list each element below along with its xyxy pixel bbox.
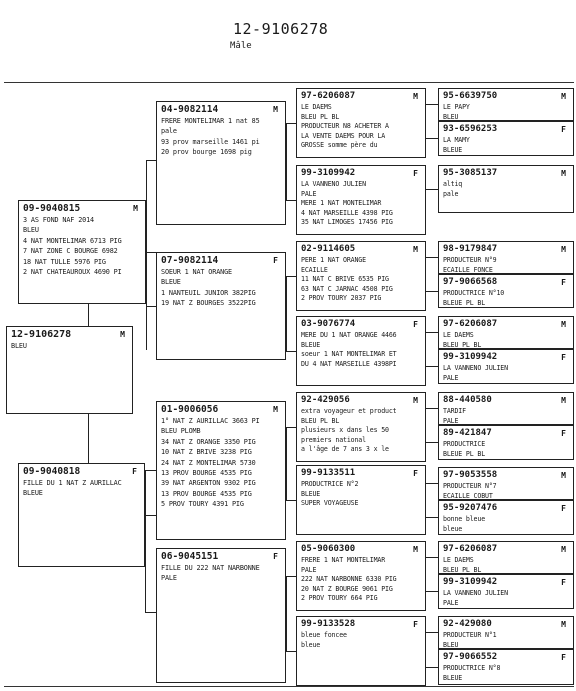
ring-number: 02-9114605 xyxy=(301,244,356,254)
connector-line xyxy=(145,470,146,612)
ancestor-box-g6[interactable] xyxy=(438,274,574,308)
description-line: a l'âge de 7 ans 3 x le xyxy=(301,445,389,454)
top-rule xyxy=(4,82,574,83)
description-line: LA MAMY xyxy=(443,136,470,144)
ancestor-box-sdd[interactable] xyxy=(296,316,426,386)
connector-line xyxy=(426,257,438,258)
connector-line xyxy=(286,576,287,651)
ancestor-box-g9[interactable] xyxy=(438,392,574,425)
box-header xyxy=(443,319,570,331)
ancestor-box-g10[interactable] xyxy=(438,425,574,460)
description-line: BLEU xyxy=(23,226,39,235)
description-line: LA VANNENO JULIEN xyxy=(443,364,508,372)
connector-line xyxy=(286,200,296,201)
description-line: pale xyxy=(161,127,177,136)
ring-number: 06-9045151 xyxy=(161,551,219,562)
sex-marker: F xyxy=(273,256,278,265)
box-header xyxy=(23,203,142,215)
ring-number: 99-3109942 xyxy=(443,352,498,362)
ancestor-box-g3[interactable] xyxy=(438,165,574,213)
ring-number: 98-9179847 xyxy=(443,244,498,254)
description-line: 13 PROV BOURGE 4535 PIG xyxy=(161,469,252,478)
description-line: BLEUE xyxy=(443,673,463,682)
description-line: 1 NANTEUIL JUNIOR 382PIG xyxy=(161,288,256,297)
connector-line xyxy=(88,414,89,463)
connector-line xyxy=(145,612,156,613)
sex-marker: F xyxy=(561,278,566,287)
description-line: PRODUCTRICE N°2 xyxy=(301,480,359,488)
ancestor-box-g15[interactable] xyxy=(438,616,574,649)
box-header xyxy=(301,619,422,631)
description-line: 20 prov bourge 1698 pig xyxy=(161,148,252,157)
ring-number: 93-6596253 xyxy=(443,124,498,134)
description-line: PALE xyxy=(161,574,177,583)
box-header xyxy=(443,503,570,515)
description-line: BLEU PL BL xyxy=(301,416,340,425)
description-line: PRODUCTEUR N°9 xyxy=(443,256,497,264)
description-line: PRODUCTRICE xyxy=(443,440,486,448)
ring-number: 01-9006056 xyxy=(161,404,219,415)
description-line: GROSSE somme père du xyxy=(301,141,378,150)
box-header xyxy=(443,277,570,289)
sex-marker: M xyxy=(273,405,278,414)
bottom-rule xyxy=(4,686,574,687)
ancestor-box-g1[interactable] xyxy=(438,88,574,121)
box-header xyxy=(301,468,422,480)
connector-line xyxy=(426,442,438,443)
maternal-granddam-box[interactable] xyxy=(156,548,286,683)
sire-box[interactable] xyxy=(18,200,146,304)
description-line: PALE xyxy=(301,565,317,574)
description-line: 4 NAT MARSEILLE 4398 PIG xyxy=(301,208,393,217)
ring-number: 97-9066568 xyxy=(443,277,498,287)
description-line: FILLE DU 1 NAT Z AURILLAC xyxy=(23,479,122,487)
sex-marker: F xyxy=(561,125,566,134)
sex-marker: F xyxy=(561,353,566,362)
ancestor-box-g7[interactable] xyxy=(438,316,574,349)
ring-number: 99-3109942 xyxy=(301,168,356,178)
description-line: FRERE 1 NAT MONTELIMAR xyxy=(301,556,386,564)
description-line: 1° NAT Z AURILLAC 3663 PI xyxy=(161,417,260,425)
description-line: 34 NAT Z ORANGE 3350 PIG xyxy=(161,437,256,446)
connector-line xyxy=(426,104,438,105)
description-line: 11 NAT C BRIVE 6535 PIG xyxy=(301,275,389,284)
connector-line xyxy=(426,517,438,518)
ring-number: 97-6206087 xyxy=(301,91,356,101)
connector-line xyxy=(88,304,89,326)
box-header xyxy=(443,544,570,556)
box-header xyxy=(443,244,570,256)
description-line: PALE xyxy=(443,373,459,382)
box-header xyxy=(443,577,570,589)
ancestor-box-g5[interactable] xyxy=(438,241,574,274)
sex-marker: M xyxy=(413,545,418,554)
sex-marker: M xyxy=(561,545,566,554)
description-line: BLEU PLOMB xyxy=(161,427,201,436)
sex-marker: M xyxy=(561,471,566,480)
description-line: bonne bleue xyxy=(443,515,486,523)
description-line: PALE xyxy=(443,416,459,425)
ancestor-box-dss[interactable] xyxy=(296,392,426,462)
description-line: plusieurs x dans les 50 xyxy=(301,426,389,435)
ancestor-box-g8[interactable] xyxy=(438,349,574,384)
ring-number: 95-9207476 xyxy=(443,503,498,513)
ring-number: 03-9076774 xyxy=(301,319,356,329)
paternal-grandsire-box[interactable] xyxy=(156,101,286,225)
description-line: 3 AS FOND NAF 2014 xyxy=(23,216,94,224)
description-line: pale xyxy=(443,189,459,198)
description-line: 2 PROV TOURY 664 PIG xyxy=(301,594,378,603)
connector-line xyxy=(286,123,287,200)
box-header xyxy=(301,244,422,256)
connector-line xyxy=(426,332,438,333)
connector-line xyxy=(426,632,438,633)
ring-number: 92-429080 xyxy=(443,619,492,629)
sex-marker: M xyxy=(561,620,566,629)
description-line: BLEU xyxy=(443,112,459,121)
connector-line xyxy=(286,276,296,277)
connector-line xyxy=(286,123,296,124)
connector-line xyxy=(426,366,438,367)
connector-line xyxy=(426,483,438,484)
connector-line xyxy=(145,515,156,516)
description-line: BLEUE PL BL xyxy=(443,449,486,458)
connector-line xyxy=(286,576,296,577)
description-line: extra voyageur et product xyxy=(301,407,397,415)
box-header xyxy=(443,619,570,631)
description-line: soeur 1 NAT MONTELIMAR ET xyxy=(301,350,397,359)
description-line: BLEUE xyxy=(301,489,321,498)
ring-number: 95-3085137 xyxy=(443,168,498,178)
ancestor-box-g2[interactable] xyxy=(438,121,574,156)
ring-number: 04-9082114 xyxy=(161,104,219,115)
connector-line xyxy=(426,667,438,668)
box-header xyxy=(161,104,282,116)
sex-marker: M xyxy=(561,92,566,101)
description-line: 93 prov marseille 1461 pi xyxy=(161,137,260,146)
maternal-grandsire-box[interactable] xyxy=(156,401,286,540)
description-line: DU 4 NAT MARSEILLE 4398PI xyxy=(301,359,397,368)
description-line: altiq xyxy=(443,180,463,188)
description-line: 19 NAT Z BOURGES 3522PIG xyxy=(161,299,256,308)
description-line: 5 PROV TOURY 4391 PIG xyxy=(161,500,244,509)
sex-marker: F xyxy=(132,467,137,476)
sex-marker: F xyxy=(561,653,566,662)
description-line: LA VANNENO JULIEN xyxy=(443,589,508,597)
ring-number: 89-421847 xyxy=(443,428,492,438)
description-line: 39 NAT ARGENTON 9302 PIG xyxy=(161,479,256,488)
description-line: BLEU PL BL xyxy=(443,565,482,574)
ring-number: 99-3109942 xyxy=(443,577,498,587)
sex-marker: M xyxy=(413,396,418,405)
description-line: PRODUCTEUR N8 ACHETER A xyxy=(301,122,389,131)
connector-line xyxy=(146,252,156,253)
description-line: BLEU PL BL xyxy=(443,340,482,349)
ancestor-box-g13[interactable] xyxy=(438,541,574,574)
pedigree-subject-box[interactable] xyxy=(6,326,133,414)
connector-line xyxy=(426,591,438,592)
sex-marker: F xyxy=(413,169,418,178)
description-line: ECAILLE FONCE xyxy=(443,265,493,274)
sex-marker: M xyxy=(561,169,566,178)
box-header xyxy=(443,470,570,482)
description-line: 7 NAT ZONE C BOURGE 6982 xyxy=(23,247,118,256)
description-line: 35 NAT LIMOGES 17456 PIG xyxy=(301,218,393,227)
description-line: PALE xyxy=(443,598,459,607)
sex-marker: M xyxy=(561,320,566,329)
description-line: TARDIF xyxy=(443,407,466,415)
description-line: SUPER VOYAGEUSE xyxy=(301,499,359,508)
box-header xyxy=(301,395,422,407)
connector-line xyxy=(286,427,287,500)
description-line: 20 NAT Z BOURGE 9061 PIG xyxy=(301,584,393,593)
connector-line xyxy=(426,138,438,139)
box-header xyxy=(23,466,141,478)
box-header xyxy=(443,124,570,136)
box-header xyxy=(301,544,422,556)
description-line: BLEUE xyxy=(301,340,321,349)
box-header xyxy=(301,319,422,331)
description-line: PRODUCTEUR N°7 xyxy=(443,482,497,490)
description-line: MERE 1 NAT MONTELIMAR xyxy=(301,199,382,208)
sex-marker: M xyxy=(120,330,125,339)
ring-number: 99-9133511 xyxy=(301,468,356,478)
connector-line xyxy=(426,291,438,292)
description-line: 13 PROV BOURGE 4535 PIG xyxy=(161,489,252,498)
sex-marker: M xyxy=(133,204,138,213)
connector-line xyxy=(426,557,438,558)
description-line: BLEUE xyxy=(443,145,463,154)
box-header xyxy=(443,652,570,664)
description-line: PALE xyxy=(301,189,317,198)
connector-line xyxy=(145,470,156,471)
sex-marker: F xyxy=(273,552,278,561)
description-line: PERE 1 NAT ORANGE xyxy=(301,256,366,264)
description-line: LA VENTE DAEMS POUR LA xyxy=(301,131,386,140)
description-line: BLEU xyxy=(11,342,27,350)
ring-number: 07-9082114 xyxy=(161,255,219,266)
box-header xyxy=(443,168,570,180)
sex-marker: M xyxy=(413,92,418,101)
box-header xyxy=(443,428,570,440)
sex-marker: M xyxy=(273,105,278,114)
connector-line xyxy=(286,651,296,652)
description-line: 24 NAT Z MONTELIMAR 5730 xyxy=(161,458,256,467)
description-line: ECAILLE COBUT xyxy=(443,491,493,500)
connector-line xyxy=(286,500,296,501)
description-line: 4 NAT MONTELIMAR 6713 PIG xyxy=(23,236,122,245)
description-line: PRODUCTRICE N°8 xyxy=(443,664,501,672)
description-line: bleue xyxy=(301,640,321,649)
description-line: 2 PROV TOURY 2037 PIG xyxy=(301,294,382,303)
sex-marker: F xyxy=(561,504,566,513)
description-line: BLEU xyxy=(443,640,459,649)
ancestor-box-ddd[interactable] xyxy=(296,616,426,686)
ring-number: 09-9040818 xyxy=(23,466,81,477)
description-line: PRODUCTEUR N°1 xyxy=(443,631,497,639)
description-line: 10 NAT Z BRIVE 3238 PIG xyxy=(161,448,252,457)
connector-line xyxy=(286,351,296,352)
ring-number: 92-429056 xyxy=(301,395,350,405)
description-line: BLEU PL BL xyxy=(301,112,340,121)
description-line: FILLE DU 222 NAT NARBONNE xyxy=(161,564,260,572)
description-line: premiers national xyxy=(301,435,366,444)
description-line: SOEUR 1 NAT ORANGE xyxy=(161,268,232,276)
description-line: PRODUCTRICE N°10 xyxy=(443,289,505,297)
connector-line xyxy=(426,408,438,409)
description-line: MERE DU 1 NAT ORANGE 4466 xyxy=(301,331,397,339)
ring-number: 97-6206087 xyxy=(443,319,498,329)
connector-line xyxy=(286,427,296,428)
description-line: BLEUE xyxy=(23,489,43,498)
sex-marker: F xyxy=(561,578,566,587)
ring-number: 88-440580 xyxy=(443,395,492,405)
sex-marker: F xyxy=(413,320,418,329)
box-header xyxy=(161,404,282,416)
box-header xyxy=(443,352,570,364)
box-header xyxy=(443,395,570,407)
description-line: ECAILLE xyxy=(301,265,328,274)
description-line: BLEUE PL BL xyxy=(443,298,486,307)
description-line: 2 NAT CHATEAUROUX 4690 PI xyxy=(23,268,122,277)
ancestor-box-dsd[interactable] xyxy=(296,465,426,535)
connector-line xyxy=(146,160,156,161)
sex-marker: F xyxy=(413,469,418,478)
box-header xyxy=(161,255,282,267)
ancestor-box-g11[interactable] xyxy=(438,467,574,500)
box-header xyxy=(301,91,422,103)
description-line: bleue xyxy=(443,524,463,533)
description-line: BLEUE xyxy=(161,278,181,287)
description-line: 222 NAT NARBONNE 6330 PIG xyxy=(301,575,397,584)
ring-number: 09-9040815 xyxy=(23,203,81,214)
ancestor-box-g16[interactable] xyxy=(438,649,574,685)
paternal-granddam-box[interactable] xyxy=(156,252,286,360)
ring-number: 97-9066552 xyxy=(443,652,498,662)
ancestor-box-g12[interactable] xyxy=(438,500,574,535)
description-line: bleue foncee xyxy=(301,631,347,639)
connector-line xyxy=(426,189,438,190)
description-line: LE PAPY xyxy=(443,103,470,111)
connector-line xyxy=(146,160,147,350)
description-line: 63 NAT C JARNAC 4508 PIG xyxy=(301,284,393,293)
sex-marker: M xyxy=(561,396,566,405)
ancestor-box-sds[interactable] xyxy=(296,241,426,311)
ring-number: 12-9106278 xyxy=(11,329,72,340)
description-line: LE DAEMS xyxy=(301,103,332,111)
ring-number: 97-9053558 xyxy=(443,470,498,480)
pedigree-ring-number: 12-9106278 xyxy=(233,20,329,38)
ring-number: 95-6639750 xyxy=(443,91,498,101)
ring-number: 05-9060300 xyxy=(301,544,356,554)
ancestor-box-sss[interactable] xyxy=(296,88,426,158)
ancestor-box-dds[interactable] xyxy=(296,541,426,611)
connector-line xyxy=(146,306,156,307)
box-header xyxy=(443,91,570,103)
connector-line xyxy=(286,276,287,351)
sex-marker: M xyxy=(413,245,418,254)
description-line: LA VANNENO JULIEN xyxy=(301,180,366,188)
ring-number: 97-6206087 xyxy=(443,544,498,554)
box-header xyxy=(161,551,282,563)
sex-marker: F xyxy=(413,620,418,629)
ancestor-box-ssd[interactable] xyxy=(296,165,426,235)
description-line: LE DAEMS xyxy=(443,556,474,564)
description-line: 18 NAT TULLE 5976 PIG xyxy=(23,257,106,266)
ancestor-box-g14[interactable] xyxy=(438,574,574,609)
pedigree-sex: Mâle xyxy=(230,41,252,51)
sex-marker: F xyxy=(561,429,566,438)
sex-marker: M xyxy=(561,245,566,254)
box-header xyxy=(11,329,129,341)
box-header xyxy=(301,168,422,180)
description-line: FRERE MONTELIMAR 1 nat 85 xyxy=(161,117,260,125)
ring-number: 99-9133528 xyxy=(301,619,356,629)
dam-box[interactable] xyxy=(18,463,145,567)
description-line: LE DAEMS xyxy=(443,331,474,339)
